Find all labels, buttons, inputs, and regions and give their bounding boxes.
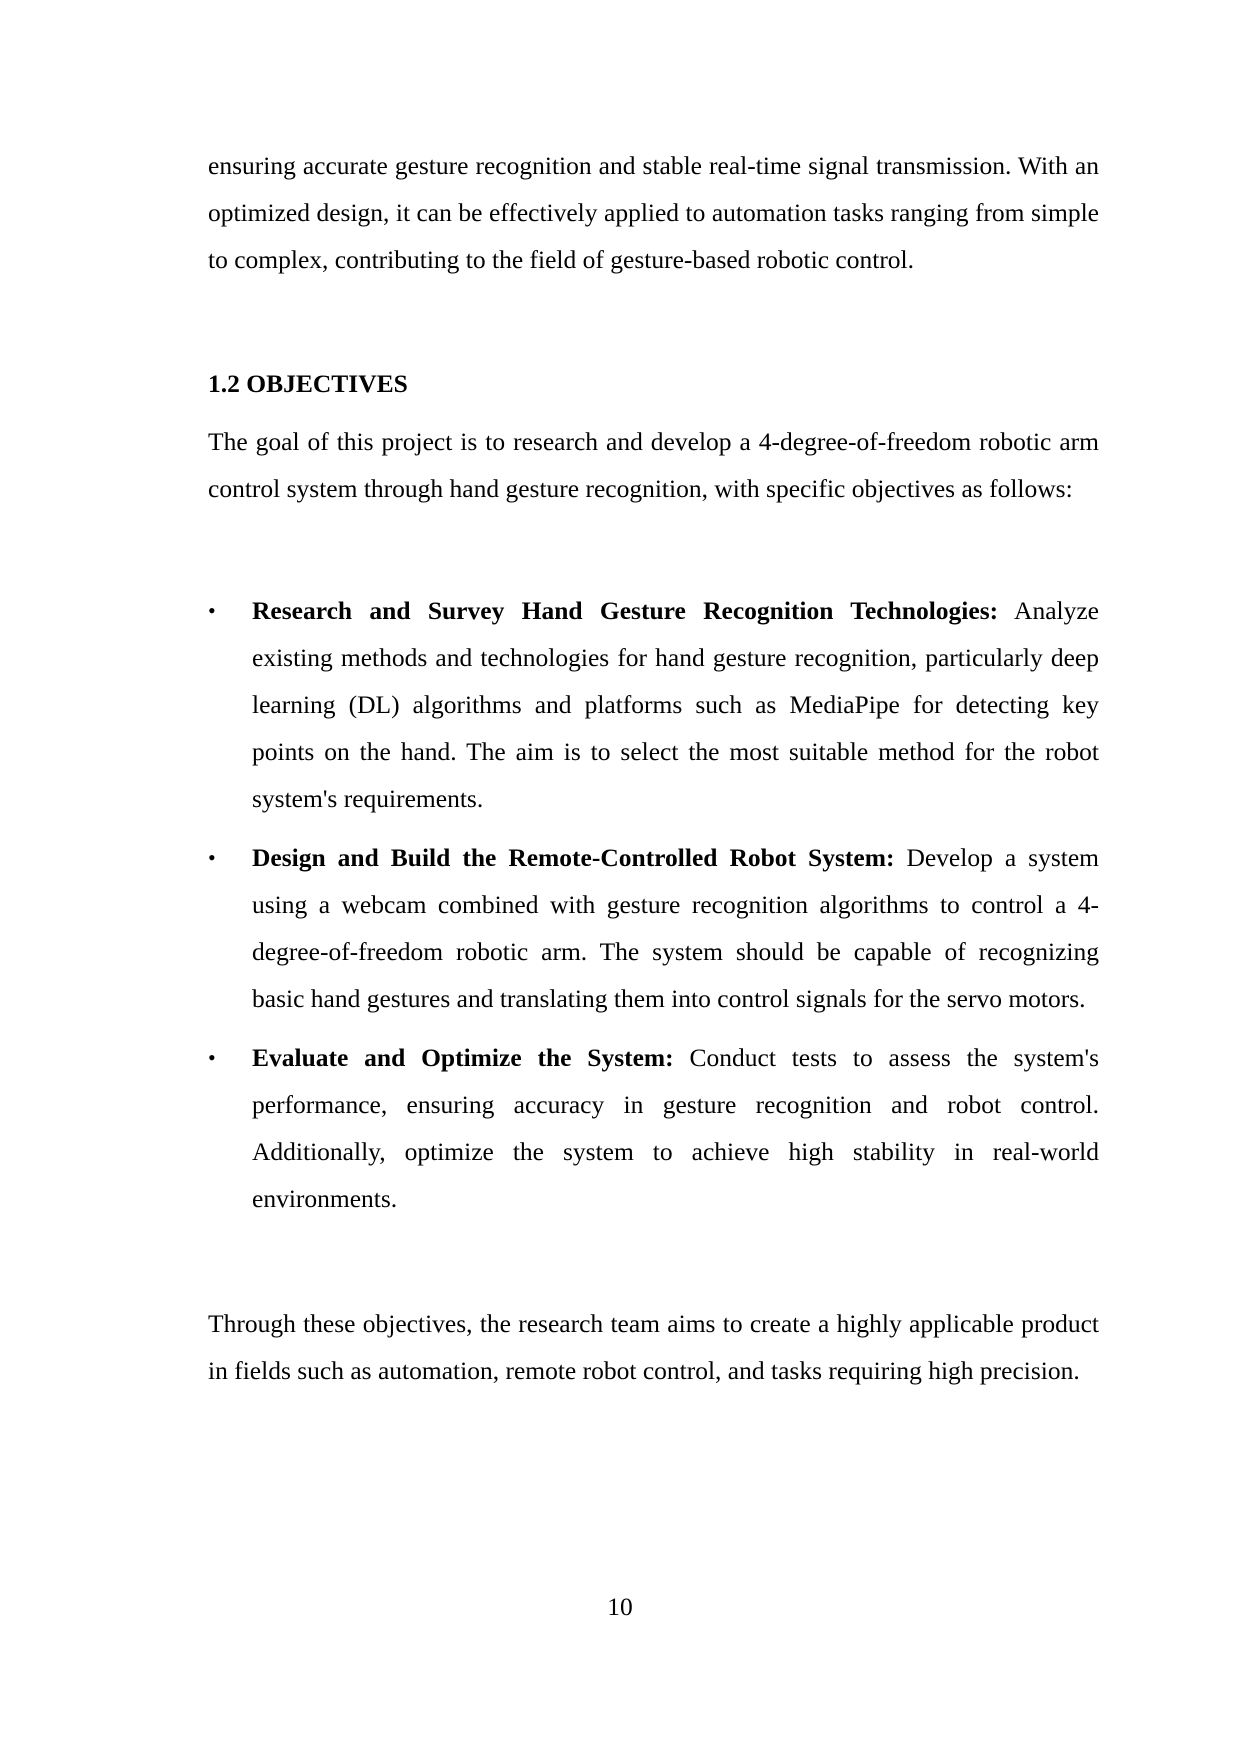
objective-item xyxy=(208,587,1099,822)
bullet-icon: • xyxy=(208,845,216,870)
objectives-list xyxy=(208,587,1099,1234)
objective-title: Design and Build the Remote-Controlled Robot System: xyxy=(252,843,895,872)
bullet-icon: • xyxy=(208,1045,216,1070)
objective-body: Analyze existing methods and technologies for hand gesture recognition, particularly deep learning (DL) algorithms and platforms such as MediaPipe for detecting key points on the hand. The aim is to select the most suitable method for the robot system's requirements. xyxy=(252,596,1099,813)
goal-paragraph: The goal of this project is to research and develop a 4-degree-of-freedom robotic arm control system through hand gesture recognition, with specific objectives as follows: xyxy=(208,427,1099,503)
objective-item xyxy=(208,1034,1099,1222)
page-number: 10 xyxy=(607,1592,633,1621)
objective-body: Develop a system using a webcam combined with gesture recognition algorithms to control a 4-degree-of-freedom robotic arm. The system should be capable of recognizing basic hand gestures and translating them into control signals for the servo motors. xyxy=(252,843,1099,1013)
objective-title: Research and Survey Hand Gesture Recognition Technologies: xyxy=(252,596,999,625)
objective-title: Evaluate and Optimize the System: xyxy=(252,1043,674,1072)
objective-item xyxy=(208,834,1099,1022)
bullet-icon: • xyxy=(208,598,216,623)
section-heading: 1.2 OBJECTIVES xyxy=(208,369,408,398)
intro-paragraph: ensuring accurate gesture recognition and stable real-time signal transmission. With an optimized design, it can be effectively applied to automation tasks ranging from simple to complex, contributing to the field of gesture-based robotic control. xyxy=(208,151,1099,274)
conclusion-paragraph: Through these objectives, the research team aims to create a highly applicable product in fields such as automation, remote robot control, and tasks requiring high precision. xyxy=(208,1309,1099,1385)
objective-body: Conduct tests to assess the system's performance, ensuring accuracy in gesture recognition and robot control. Additionally, optimize the system to achieve high stability in real-world environments. xyxy=(252,1043,1099,1213)
